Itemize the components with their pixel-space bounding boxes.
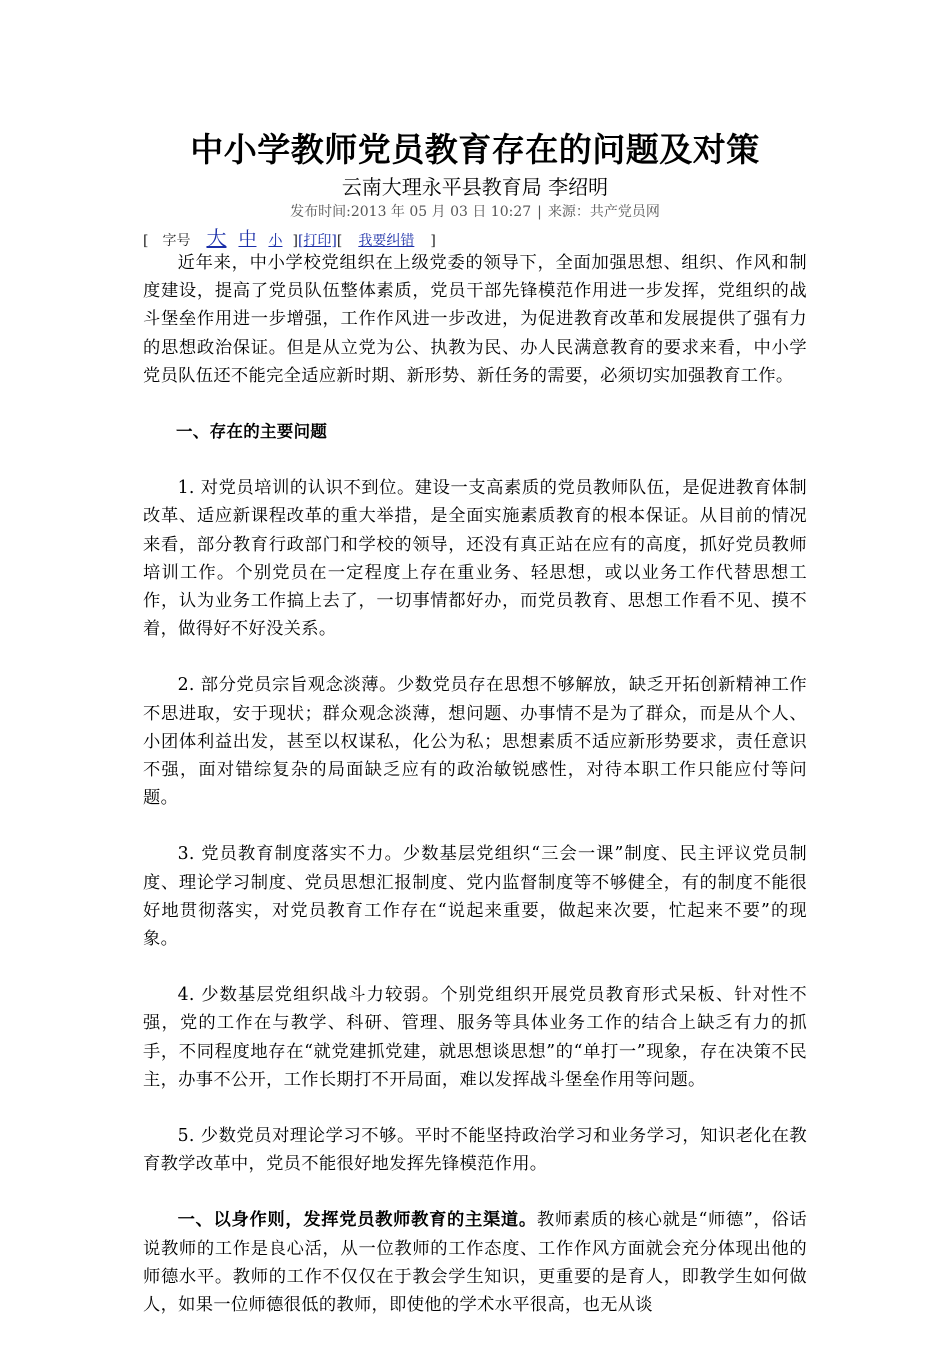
article-meta <box>0 202 950 222</box>
print-link[interactable]: [打印] <box>297 233 337 249</box>
problem-paragraph-3: 3. 党员教育制度落实不力。少数基层党组织“三会一课”制度、民主评议党员制度、理论学习制度、党员思想汇报制度、党内监督制度等不够健全，有的制度不能很好地贯彻落实，对党员教育工作存在“说起来重要，做起来次要，忙起来不要”的现象。 <box>143 844 807 950</box>
article-source: 来源：共产党员网 <box>547 204 660 220</box>
toolbar-bracket-open-2: [ <box>336 233 343 249</box>
problem-paragraph-2: 2. 部分党员宗旨观念淡薄。少数党员存在思想不够解放，缺乏开拓创新精神工作不思进取，安于现状；群众观念淡薄，想问题、办事情不是为了群众，而是从个人、小团体利益出发，甚至以权谋私，化公为私；思想素质不适应新形势要求，责任意识不强，面对错综复杂的局面缺乏应有的政治敏锐感性，对待本职工作只能应付等问题。 <box>143 675 807 809</box>
font-size-large-link[interactable]: 大 <box>206 226 227 250</box>
article-author: 云南大理永平县教育局 李绍明 <box>341 175 609 199</box>
section-heading: 一、存在的主要问题 <box>176 422 328 442</box>
measure-lead: 一、以身作则，发挥党员教师教育的主渠道。 <box>177 1210 537 1231</box>
report-error-link[interactable]: 我要纠错 <box>358 233 415 249</box>
font-size-label: 字号 <box>162 233 191 249</box>
meta-separator: | <box>537 204 542 220</box>
intro-paragraph: 近年来，中小学校党组织在上级党委的领导下，全面加强思想、组织、作风和制度建设，提高了党员队伍整体素质，党员干部先锋模范作用进一步发挥，党组织的战斗堡垒作用进一步增强，工作作风进一步改进，为促进教育改革和发展提供了强有力的思想政治保证。但是从立党为公、执教为民、办人民满意教育的要求来看，中小学党员队伍还不能完全适应新时期、新形势、新任务的需要，必须切实加强教育工作。 <box>143 253 807 386</box>
measure-paragraph-1 <box>143 1206 807 1319</box>
problem-paragraph-4: 4. 少数基层党组织战斗力较弱。个别党组织开展党员教育形式呆板、针对性不强，党的工作在与教学、科研、管理、服务等具体业务工作的结合上缺乏有力的抓手，不同程度地存在“就党建抓党建，就思想谈思想”的“单打一”现象，存在决策不民主，办事不公开，工作长期打不开局面，难以发挥战斗堡垒作用等问题。 <box>143 985 807 1090</box>
measure-text: 教师素质的核心就是“师德”，俗话说教师的工作是良心活，从一位教师的工作态度、工作作风方面就会充分体现出他的师德水平。教师的工作不仅仅在于教会学生知识，更重要的是育人，即教学生如何做人，如果一位师德很低的教师，即使他的学术水平很高，也无从谈 <box>143 1210 807 1316</box>
toolbar-bracket-open: [ <box>143 233 149 249</box>
article-title: 中小学教师党员教育存在的问题及对策 <box>190 130 760 169</box>
toolbar-bracket-close-2: ] <box>430 233 436 249</box>
font-size-medium-link[interactable]: 中 <box>238 229 257 250</box>
problem-paragraph-5: 5. 少数党员对理论学习不够。平时不能坚持政治学习和业务学习，知识老化在教育教学改革中，党员不能很好地发挥先锋模范作用。 <box>143 1126 807 1175</box>
publish-time: 发布时间:2013 年 05 月 03 日 10:27 <box>290 204 532 220</box>
problem-paragraph-1: 1. 对党员培训的认识不到位。建设一支高素质的党员教师队伍，是促进教育体制改革、适应新课程改革的重大举措，是全面实施素质教育的根本保证。从目前的情况来看，部分教育行政部门和学校的领导，还没有真正站在应有的高度，抓好党员教师培训工作。个别党员在一定程度上存在重业务、轻思想，或以业务工作代替思想工作，认为业务工作搞上去了，一切事情都好办，而党员教育、思想工作看不见、摸不着，做得好不好没关系。 <box>143 478 807 640</box>
toolbar-bracket-close: ] <box>292 233 298 249</box>
article-body <box>143 249 807 1347</box>
font-size-small-link[interactable]: 小 <box>268 233 283 249</box>
